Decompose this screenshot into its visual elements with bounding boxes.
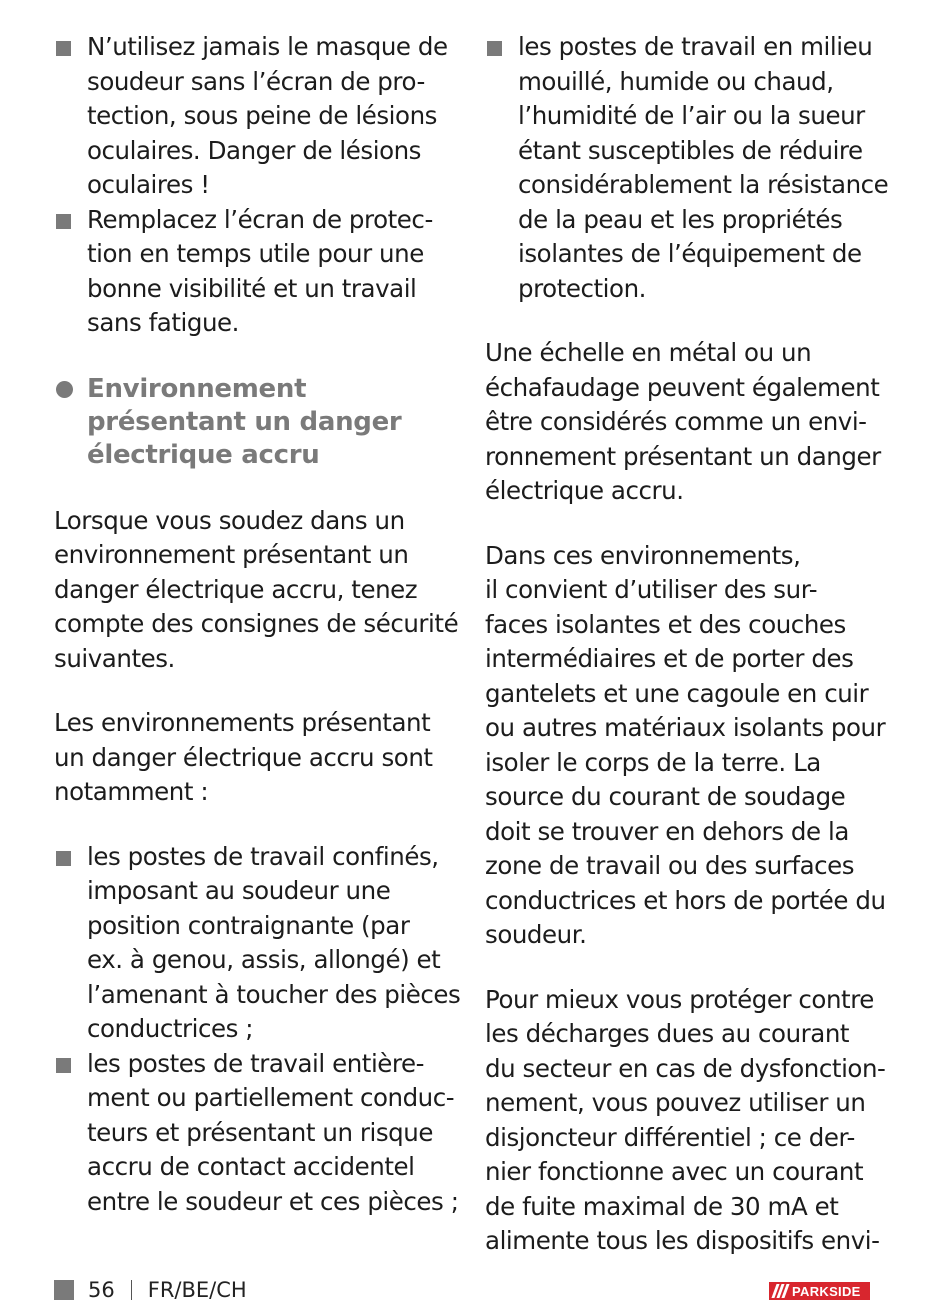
text-line: gantelets et une cagoule en cuir — [485, 678, 869, 708]
text-line: soudeur sans l’écran de pro- — [87, 66, 425, 96]
text-line: entre le soudeur et ces pièces ; — [87, 1186, 459, 1216]
text-line: protection. — [518, 273, 646, 303]
text-line: conductrices ; — [87, 1014, 254, 1043]
text-line: il convient d’utiliser des sur- — [485, 575, 818, 604]
right-column — [485, 30, 895, 1259]
text-line: l’humidité de l’air ou la sueur — [518, 101, 865, 130]
text-line: les postes de travail entière- — [87, 1048, 425, 1078]
text-line: Remplacez l’écran de protec- — [87, 204, 433, 234]
square-bullet-icon — [56, 214, 71, 229]
list-item — [54, 203, 464, 341]
text-line: tion en temps utile pour une — [87, 239, 424, 268]
text-line: source du courant de soudage — [485, 782, 846, 811]
text-line: notamment : — [54, 777, 209, 806]
list-item — [54, 30, 464, 203]
text-line: de fuite maximal de 30 mA et — [485, 1191, 839, 1221]
text-line: alimente tous les dispositifs envi- — [485, 1226, 880, 1255]
text-line: mouillé, humide ou chaud, — [518, 66, 834, 96]
square-bullet-icon — [56, 1058, 71, 1073]
text-line: être considérés comme un envi- — [485, 407, 867, 436]
text-line: Lorsque vous soudez dans un — [54, 505, 405, 535]
text-line: environnement présentant un — [54, 540, 409, 569]
text-line: disjoncteur différentiel ; ce der- — [485, 1122, 855, 1152]
text-line: faces isolantes et des couches — [485, 609, 846, 639]
square-bullet-icon — [56, 41, 71, 56]
square-bullet-icon — [487, 41, 502, 56]
text-line: intermédiaires et de porter des — [485, 644, 854, 673]
heading-line: électrique accru — [87, 439, 320, 470]
bullet-list-bottom — [54, 840, 464, 1220]
text-line: zone de travail ou des surfaces — [485, 851, 855, 880]
text-line: isolantes de l’équipement de — [518, 239, 862, 268]
text-line: électrique accru. — [485, 476, 684, 505]
left-column — [54, 30, 464, 1219]
paragraph — [485, 983, 895, 1259]
square-bullet-icon — [56, 851, 71, 866]
text-line: danger électrique accru, tenez — [54, 574, 418, 604]
list-item — [54, 840, 464, 1047]
list-item — [485, 30, 895, 306]
text-line: ronnement présentant un danger — [485, 441, 881, 471]
text-line: ou autres matériaux isolants pour — [485, 713, 886, 742]
bullet-list-right — [485, 30, 895, 306]
text-line: conductrices et hors de portée du — [485, 885, 886, 915]
heading-line: présentant un danger — [87, 406, 402, 437]
text-line: les postes de travail en milieu — [518, 32, 873, 61]
text-line: Une échelle en métal ou un — [485, 338, 812, 367]
text-line: les postes de travail confinés, — [87, 841, 439, 871]
paragraph — [485, 539, 895, 953]
round-bullet-icon — [56, 381, 73, 398]
text-line: tection, sous peine de lésions — [87, 101, 437, 130]
divider — [131, 1280, 132, 1300]
text-line: imposant au soudeur une — [87, 876, 391, 905]
text-line: nement, vous pouvez utiliser un — [485, 1088, 866, 1117]
text-line: oculaires. Danger de lésions — [87, 135, 422, 165]
text-line: teurs et présentant un risque — [87, 1117, 433, 1147]
text-line: étant susceptibles de réduire — [518, 135, 863, 165]
text-line: les décharges dues au courant — [485, 1019, 850, 1048]
footer-square-icon — [54, 1280, 74, 1300]
text-line: position contraignante (par — [87, 910, 410, 940]
text-line: accru de contact accidentel — [87, 1152, 415, 1181]
text-line: N’utilisez jamais le masque de — [87, 32, 448, 61]
text-line: ex. à genou, assis, allongé) et — [87, 945, 441, 974]
text-line: sans fatigue. — [87, 308, 240, 337]
bullet-list-top — [54, 30, 464, 341]
text-line: nier fonctionne avec un courant — [485, 1157, 864, 1186]
text-line: soudeur. — [485, 920, 587, 949]
paragraph — [485, 336, 895, 509]
language-codes: FR/BE/CH — [147, 1278, 247, 1302]
paragraph — [54, 706, 464, 810]
text-line: doit se trouver en dehors de la — [485, 816, 849, 846]
page-footer — [54, 1276, 247, 1304]
text-line: Les environnements présentant — [54, 708, 431, 737]
text-line: du secteur en cas de dysfonction- — [485, 1053, 886, 1083]
text-line: isoler le corps de la terre. La — [485, 747, 821, 777]
text-line: de la peau et les propriétés — [518, 204, 843, 234]
text-line: suivantes. — [54, 643, 175, 673]
page-number: 56 — [88, 1278, 115, 1302]
text-line: compte des consignes de sécurité — [54, 609, 459, 638]
parkside-logo — [769, 1282, 870, 1300]
text-line: Dans ces environnements, — [485, 540, 801, 570]
text-line: l’amenant à toucher des pièces — [87, 979, 461, 1009]
brand-name: PARKSIDE — [792, 1283, 861, 1299]
text-line: oculaires ! — [87, 170, 210, 199]
text-line: ment ou partiellement conduc- — [87, 1083, 455, 1112]
text-line: échafaudage peuvent également — [485, 372, 880, 402]
paragraph — [54, 504, 464, 677]
text-line: considérablement la résistance — [518, 170, 889, 199]
text-line: un danger électrique accru sont — [54, 742, 433, 772]
heading-line: Environnement — [87, 373, 307, 404]
section-heading — [54, 373, 464, 472]
text-line: Pour mieux vous protéger contre — [485, 984, 874, 1014]
list-item — [54, 1047, 464, 1220]
text-line: bonne visibilité et un travail — [87, 273, 417, 303]
logo-stripes-icon — [774, 1284, 789, 1298]
